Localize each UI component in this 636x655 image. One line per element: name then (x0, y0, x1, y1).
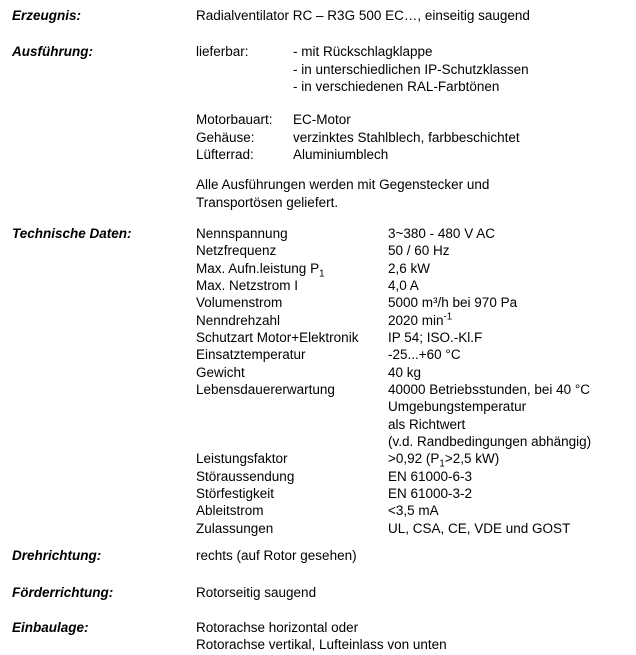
spec-name: Schutzart Motor+Elektronik (196, 329, 359, 345)
property-value: EC-Motor (293, 112, 351, 128)
table-row (196, 260, 626, 280)
spec-value: 3~380 - 480 V AC (388, 225, 495, 241)
spec-value: IP 54; ISO.-Kl.F (388, 329, 483, 345)
property-value: verzinktes Stahlblech, farbbeschichtet (293, 129, 520, 145)
property-name: Motorbauart: (196, 112, 273, 128)
spec-name: Einsatztemperatur (196, 347, 306, 363)
property-row (196, 146, 626, 163)
spec-value-multiline (388, 381, 626, 450)
spec-value: <3,5 mA (388, 503, 439, 519)
spec-name: Leistungsfaktor (196, 451, 288, 467)
spec-name: Ableitstrom (196, 503, 264, 519)
table-row (196, 242, 626, 259)
spec-value: UL, CSA, CE, VDE und GOST (388, 520, 571, 536)
einbaulage-value-line: Rotorachse horizontal oder (196, 619, 359, 635)
foerderrichtung-value: Rotorseitig saugend (196, 585, 317, 601)
foerderrichtung-label: Förderrichtung: (12, 585, 114, 601)
erzeugnis-label: Erzeugnis: (12, 8, 82, 23)
spec-value-line: als Richtwert (388, 416, 466, 432)
table-row (196, 485, 626, 502)
spec-name: Störaussendung (196, 468, 295, 484)
construction-properties (196, 111, 626, 163)
lieferbar-list (293, 43, 626, 95)
section-ausfuehrung (12, 43, 626, 211)
table-row (196, 346, 626, 363)
section-foerderrichtung (12, 584, 626, 601)
lieferbar-item: - in unterschiedlichen IP-Schutzklassen (293, 61, 529, 77)
section-drehrichtung (12, 547, 626, 564)
spec-value: EN 61000-3-2 (388, 485, 473, 501)
spec-value-line: (v.d. Randbedingungen abhängig) (388, 433, 592, 449)
technische-daten-table (196, 225, 626, 537)
spec-name: Gewicht (196, 364, 245, 380)
spec-name: Netzfrequenz (196, 243, 277, 259)
delivery-note (196, 176, 626, 211)
section-erzeugnis (12, 7, 626, 24)
ausfuehrung-content (196, 43, 626, 211)
lieferbar-item: - in verschiedenen RAL-Farbtönen (293, 78, 500, 94)
table-row (196, 329, 626, 346)
spec-name: Lebensdauererwartung (196, 381, 335, 397)
drehrichtung-label: Drehrichtung: (12, 547, 102, 563)
spec-value: 40 kg (388, 364, 422, 380)
spec-name: Nenndrehzahl (196, 312, 281, 328)
section-einbaulage (12, 619, 626, 654)
ausfuehrung-label: Ausführung: (12, 44, 93, 60)
einbaulage-label: Einbaulage: (12, 619, 89, 635)
spec-value: >0,92 ($P_1>2,5$ kW) (388, 451, 500, 470)
section-technische-daten (12, 225, 626, 537)
table-row (196, 277, 626, 294)
delivery-note-line: Alle Ausführungen werden mit Gegenstecker und (196, 177, 490, 193)
lieferbar-item: - mit Rückschlagklappe (293, 44, 433, 60)
table-row (196, 502, 626, 519)
table-row (196, 468, 626, 485)
delivery-note-line: Transportösen geliefert. (196, 194, 339, 210)
spec-value: EN 61000-6-3 (388, 468, 473, 484)
spec-value: 5000 m³/h bei 970 Pa (388, 295, 518, 311)
table-row (196, 225, 626, 242)
property-name: Lüfterrad: (196, 146, 254, 162)
spec-value: -25...+60 °C (388, 347, 461, 363)
spec-value-line: Umgebungstemperatur (388, 399, 527, 415)
property-row (196, 129, 626, 146)
spec-name: Volumenstrom (196, 295, 283, 311)
spec-value: 2,6 kW (388, 260, 431, 276)
table-row (196, 520, 626, 537)
table-row (196, 450, 626, 470)
property-value: Aluminiumblech (293, 146, 389, 162)
drehrichtung-value: rechts (auf Rotor gesehen) (196, 547, 357, 563)
spec-name: Max. Netzstrom I (196, 277, 299, 293)
lieferbar-label: lieferbar: (196, 44, 249, 60)
einbaulage-value (196, 619, 626, 654)
table-row (196, 312, 626, 329)
table-row (196, 364, 626, 381)
spec-value: 4,0 A (388, 277, 419, 293)
technische-daten-label: Technische Daten: (12, 225, 132, 241)
erzeugnis-value: Radialventilator RC – R3G 500 EC…, einseitig saugend (196, 8, 530, 23)
spec-name: Max. Aufn.leistung $P_1$ (196, 260, 325, 280)
einbaulage-value-line: Rotorachse vertikal, Lufteinlass von unten (196, 636, 447, 652)
spec-name: Nennspannung (196, 225, 288, 241)
property-name: Gehäuse: (196, 129, 255, 145)
table-row (196, 294, 626, 311)
table-row (196, 381, 626, 450)
spec-value-line: 40000 Betriebsstunden, bei 40 °C (388, 381, 591, 397)
spec-name: Störfestigkeit (196, 485, 275, 501)
property-row (196, 111, 626, 128)
spec-value: 2020 $\min^{-1}$ (388, 311, 453, 328)
spec-value: 50 / 60 Hz (388, 243, 450, 259)
lieferbar-row (196, 43, 626, 95)
spec-name: Zulassungen (196, 520, 274, 536)
